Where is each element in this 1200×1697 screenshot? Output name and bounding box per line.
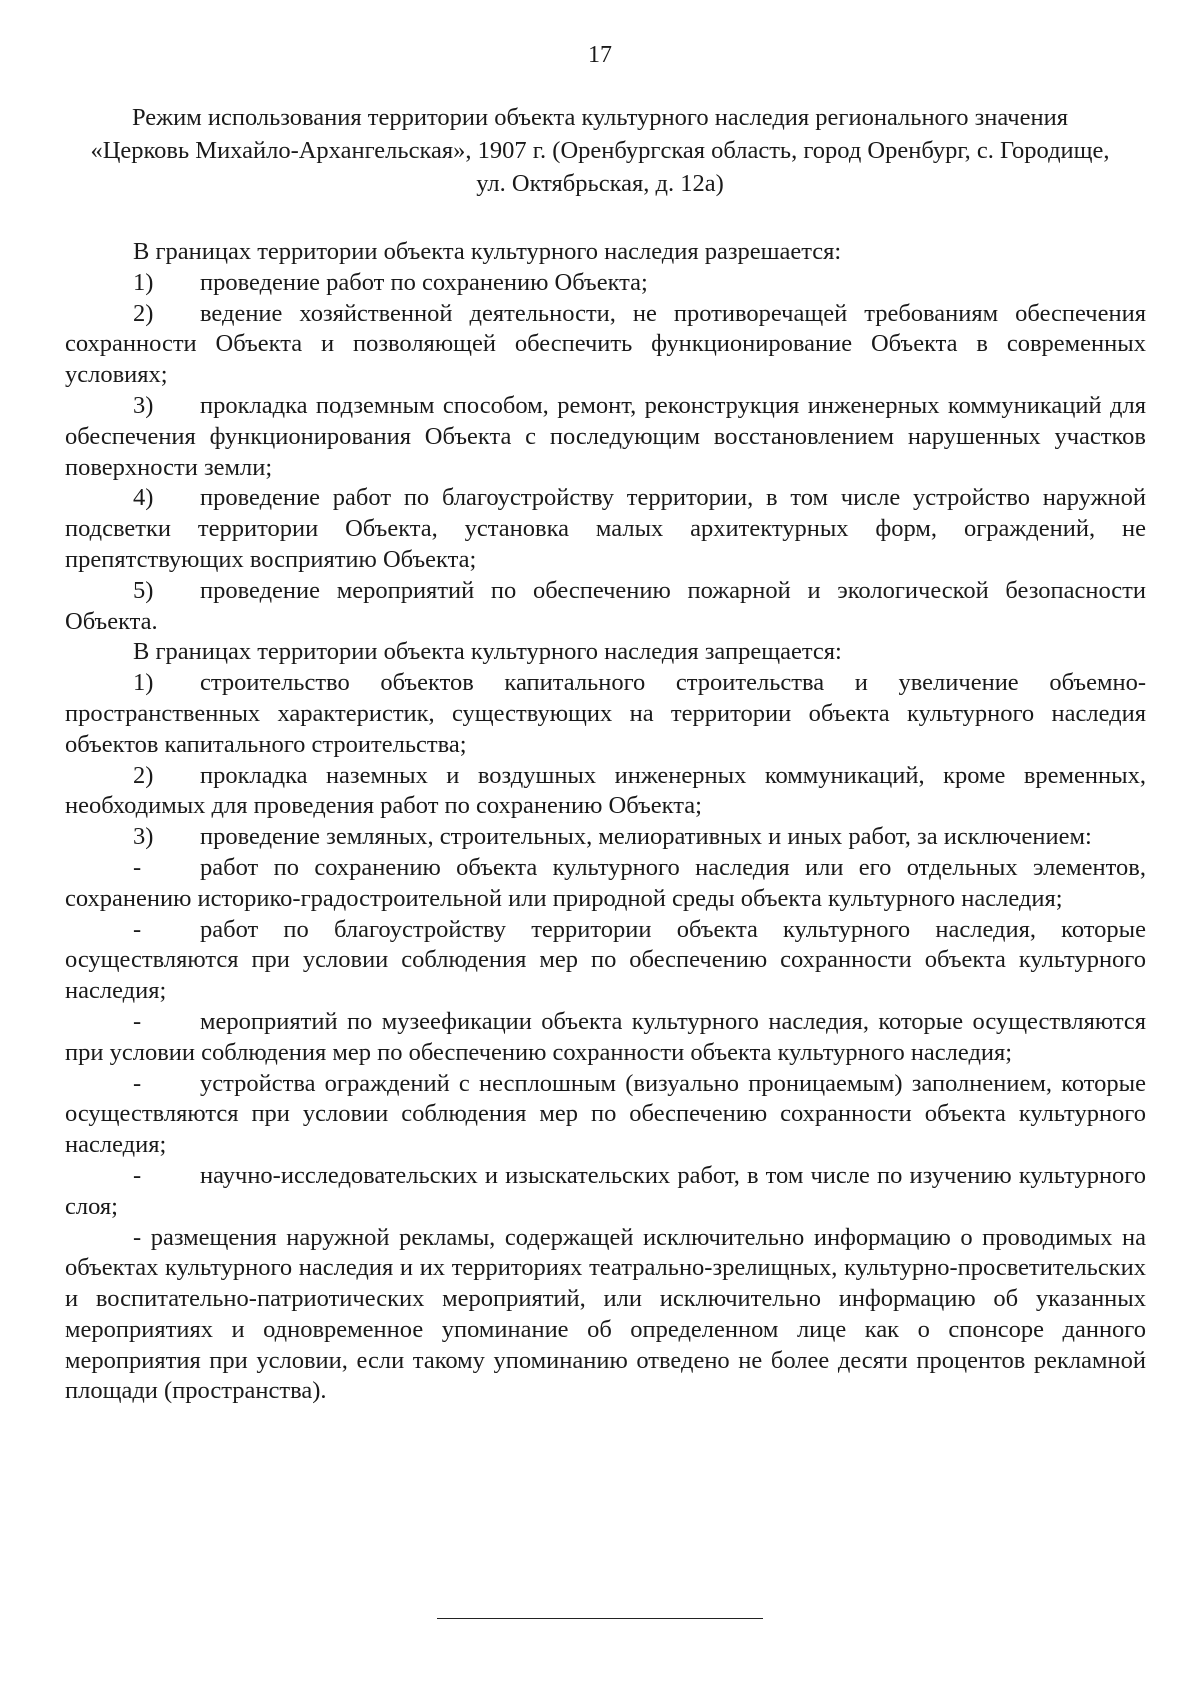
end-rule <box>437 1618 763 1619</box>
item-number: 1) <box>133 268 154 296</box>
exception-item-5 <box>65 1161 1146 1223</box>
item-number: 2) <box>133 761 154 789</box>
dash-marker: - <box>133 853 142 881</box>
advertising-exception: - размещения наружной рекламы, содержащей исключительно информацию о проводимых на объектах культурного наследия и их территориях театрально-зрелищных, культурно-просветительских и воспитательно-патриотических мероприятий, или исключительно информацию об указанных мероприятиях и одновременное упоминание об определенном лице как о спонсоре данного <box>65 1223 1146 1343</box>
allowed-item-4 <box>65 483 1146 575</box>
item-text: строительство объектов капитального строительства и увеличение объемно-пространственных характеристик, существующих на территории объекта культурного наследия объектов капитального строительства; <box>65 669 1146 758</box>
allowed-item-1 <box>65 268 1146 299</box>
exception-text: работ по благоустройству территории объекта культурного наследия, которые осуществляются при условии соблюдения мер по обеспечению сохранности объекта культурного наследия; <box>65 915 1146 1005</box>
item-number: 5) <box>133 576 154 604</box>
item-number: 1) <box>133 669 154 697</box>
item-text: проведение мероприятий по обеспечению пожарной и экологической безопасности Объекта. <box>65 576 1146 635</box>
item-text: ведение хозяйственной деятельности, не противоречащей требованиям обеспечения сохранности Объекта и позволяющей обеспечить функционирование Объекта в современных условиях; <box>65 299 1146 389</box>
exception-text: работ по сохранению объекта культурного наследия или его отдельных элементов, сохранению историко-градостроительной или природной среды объекта культурного наследия; <box>65 853 1146 912</box>
allowed-item-3 <box>65 391 1146 483</box>
item-number: 2) <box>133 299 154 327</box>
allowed-heading: В границах территории объекта культурного наследия разрешается: <box>133 238 842 265</box>
prohibited-item-1 <box>65 668 1146 760</box>
prohibited-item-2 <box>65 761 1146 823</box>
exception-text: мероприятий по музеефикации объекта культурного наследия, которые осуществляются при условии соблюдения мер по обеспечению сохранности объекта культурного наследия; <box>65 1007 1146 1066</box>
prohibited-item-3 <box>65 822 1146 853</box>
dash-marker: - <box>133 1069 142 1097</box>
document-title: Режим использования территории объекта культурного наследия регионального значения «Церковь Михайло-Архангельская», 1907 г. (Оренбургская область, город Оренбург, с. Городище, ул. Октябрьская, д. 12а) <box>90 104 1110 197</box>
item-number: 4) <box>133 484 154 512</box>
exception-item-4 <box>65 1069 1146 1161</box>
exception-item-1 <box>65 853 1146 915</box>
dash-marker: - <box>133 1161 142 1189</box>
dash-marker: - <box>133 915 142 943</box>
item-text: прокладка наземных и воздушных инженерных коммуникаций, кроме временных, необходимых для проведения работ по сохранению Объекта; <box>65 761 1146 820</box>
page-number: 17 <box>588 42 612 68</box>
document-body <box>65 237 1146 1407</box>
item-text: проведение земляных, строительных, мелиоративных и иных работ, за исключением: <box>200 823 1092 851</box>
exception-item-3 <box>65 1007 1146 1069</box>
prohibited-heading: В границах территории объекта культурного наследия запрещается: <box>133 638 842 666</box>
exception-text: научно-исследовательских и изыскательских работ, в том числе по изучению культурного слоя; <box>65 1161 1146 1220</box>
allowed-item-5 <box>65 576 1146 638</box>
item-text: прокладка подземным способом, ремонт, реконструкция инженерных коммуникаций для обеспечения функционирования Объекта с последующим восстановлением нарушенных участков поверхности земли; <box>65 391 1146 481</box>
exception-text: устройства ограждений с несплошным (визуально проницаемым) заполнением, которые осуществляются при условии соблюдения мер по обеспечению сохранности объекта культурного наследия; <box>65 1069 1146 1159</box>
item-text: проведение работ по сохранению Объекта; <box>200 268 648 296</box>
exception-item-2 <box>65 915 1146 1007</box>
item-number: 3) <box>133 391 154 419</box>
allowed-item-2 <box>65 299 1146 391</box>
dash-marker: - <box>133 1007 142 1035</box>
item-text: проведение работ по благоустройству территории, в том числе устройство наружной подсветки территории Объекта, установка малых архитектурных форм, ограждений, не препятствующих восприятию Объекта; <box>65 484 1146 573</box>
item-number: 3) <box>133 823 154 851</box>
advertising-exception-continued: мероприятия при условии, если такому упоминанию отведено не более десяти процентов рекламной площади (пространства). <box>65 1346 1146 1405</box>
